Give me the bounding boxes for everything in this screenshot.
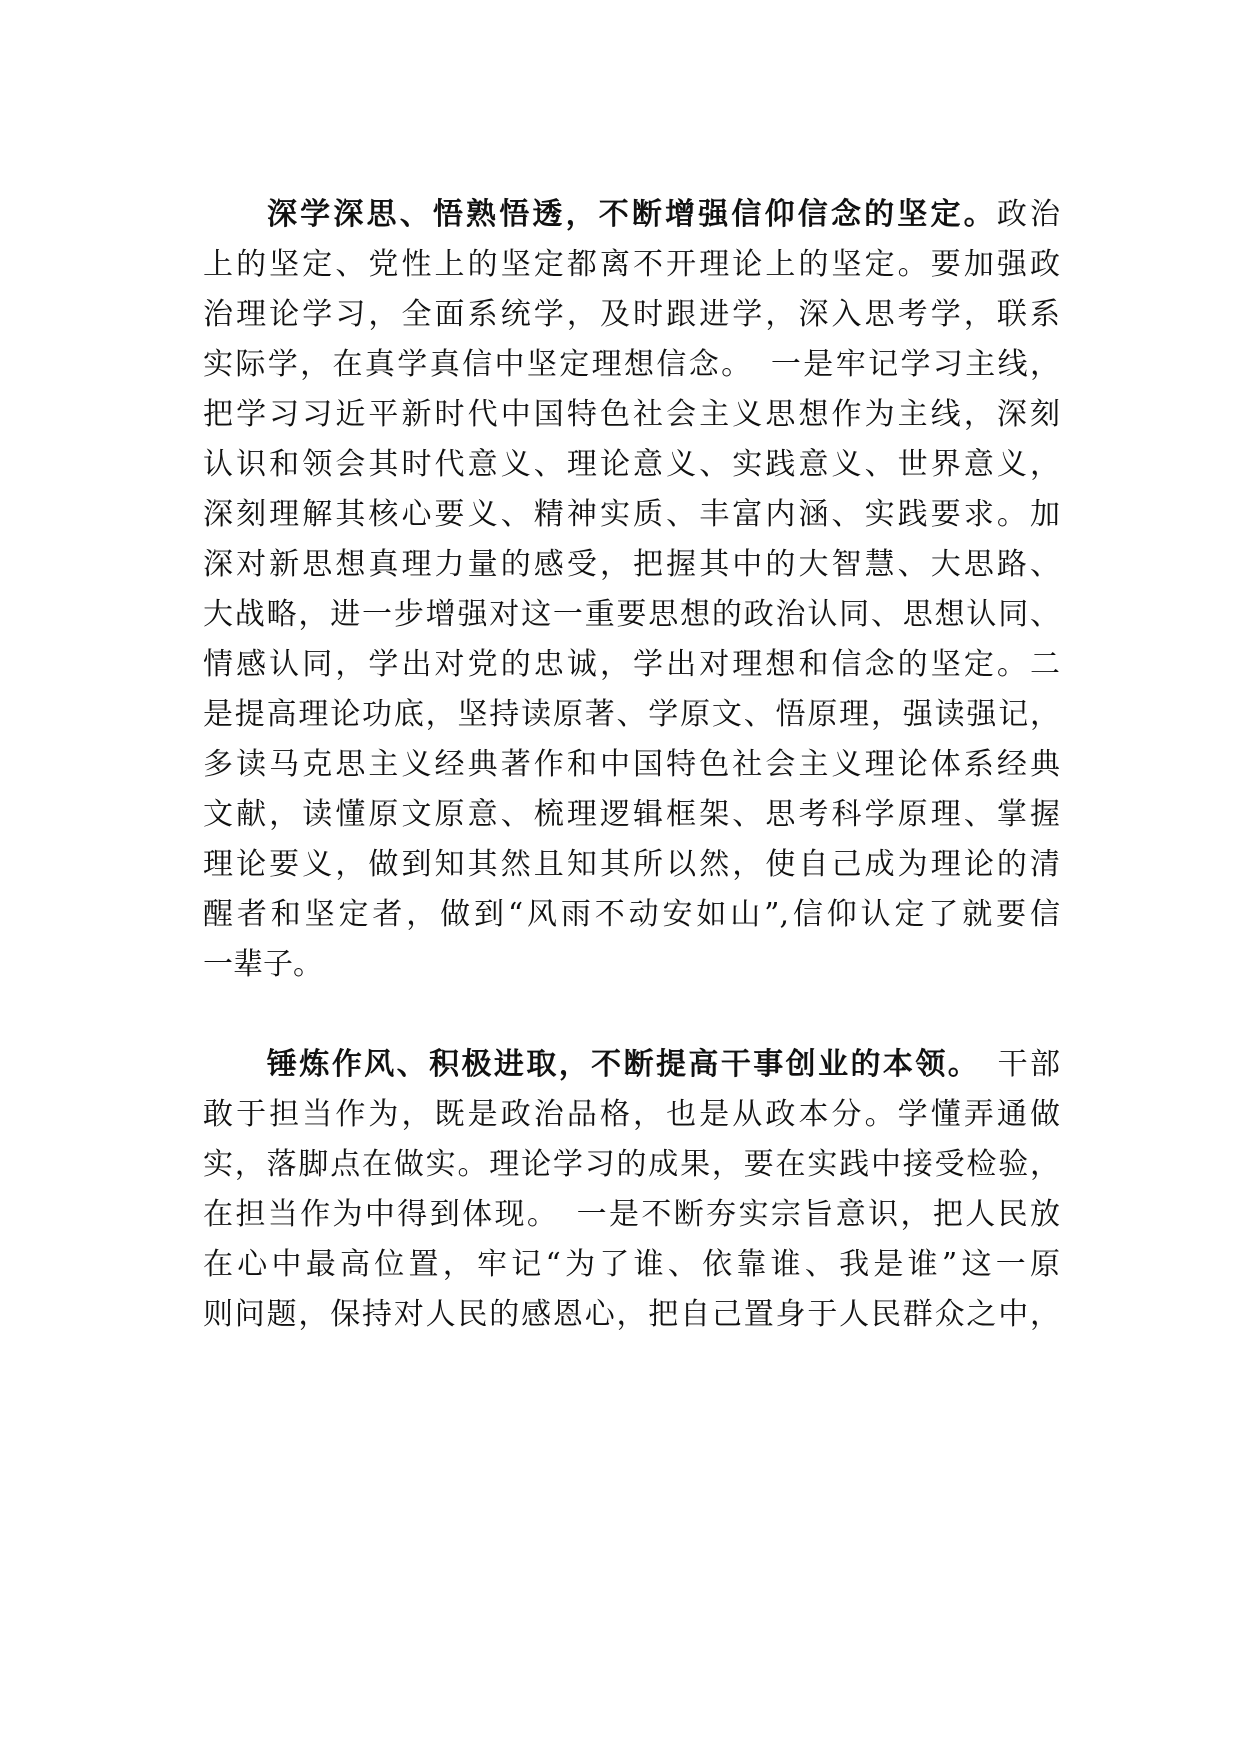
text-line: 醒者和坚定者，做到“风雨不动安如山”,信仰认定了就要信 (203, 897, 1060, 932)
text-line: 实，落脚点在做实。理论学习的成果，要在实践中接受检验， (203, 1147, 1060, 1182)
text-line: 文献，读懂原文原意、梳理逻辑框架、思考科学原理、掌握 (203, 797, 1060, 832)
text-line: 一辈子。 (203, 947, 323, 982)
text-line: 深刻理解其核心要义、精神实质、丰富内涵、实践要求。加 (203, 497, 1060, 532)
text-line: 则问题，保持对人民的感恩心，把自己置身于人民群众之中， (203, 1297, 1060, 1332)
text-line: 治理论学习，全面系统学，及时跟进学，深入思考学，联系 (203, 297, 1060, 332)
text-line: 大战略，进一步增强对这一重要思想的政治认同、思想认同、 (203, 597, 1060, 632)
text-line (203, 1040, 1060, 1090)
text-line: 敢于担当作为，既是政治品格，也是从政本分。学懂弄通做 (203, 1097, 1060, 1132)
paragraph-faith (203, 190, 1060, 990)
paragraph-heading: 深学深思、悟熟悟透，不断增强信仰信念的坚定。 (267, 197, 997, 232)
text-line: 认识和领会其时代意义、理论意义、实践意义、世界意义， (203, 447, 1060, 482)
text-line: 实际学，在真学真信中坚定理想信念。 一是牢记学习主线， (203, 347, 1060, 382)
paragraph-conduct (203, 1040, 1060, 1340)
text-line (203, 190, 1060, 240)
text-line: 多读马克思主义经典著作和中国特色社会主义理论体系经典 (203, 747, 1060, 782)
paragraph-heading: 锤炼作风、积极进取，不断提高干事创业的本领。 (267, 1047, 966, 1082)
text-line: 是提高理论功底，坚持读原著、学原文、悟原理，强读强记， (203, 697, 1060, 732)
line-text: 干部 (965, 1047, 1061, 1082)
text-line: 在担当作为中得到体现。 一是不断夯实宗旨意识，把人民放 (203, 1197, 1060, 1232)
text-line: 在心中最高位置，牢记“为了谁、依靠谁、我是谁”这一原 (203, 1247, 1060, 1282)
text-line: 情感认同，学出对党的忠诚，学出对理想和信念的坚定。二 (203, 647, 1060, 682)
text-line: 上的坚定、党性上的坚定都离不开理论上的坚定。要加强政 (203, 247, 1060, 282)
text-line: 深对新思想真理力量的感受，把握其中的大智慧、大思路、 (203, 547, 1060, 582)
line-text: 政治 (996, 197, 1061, 232)
text-line: 理论要义，做到知其然且知其所以然，使自己成为理论的清 (203, 847, 1060, 882)
text-line: 把学习习近平新时代中国特色社会主义思想作为主线，深刻 (203, 397, 1060, 432)
